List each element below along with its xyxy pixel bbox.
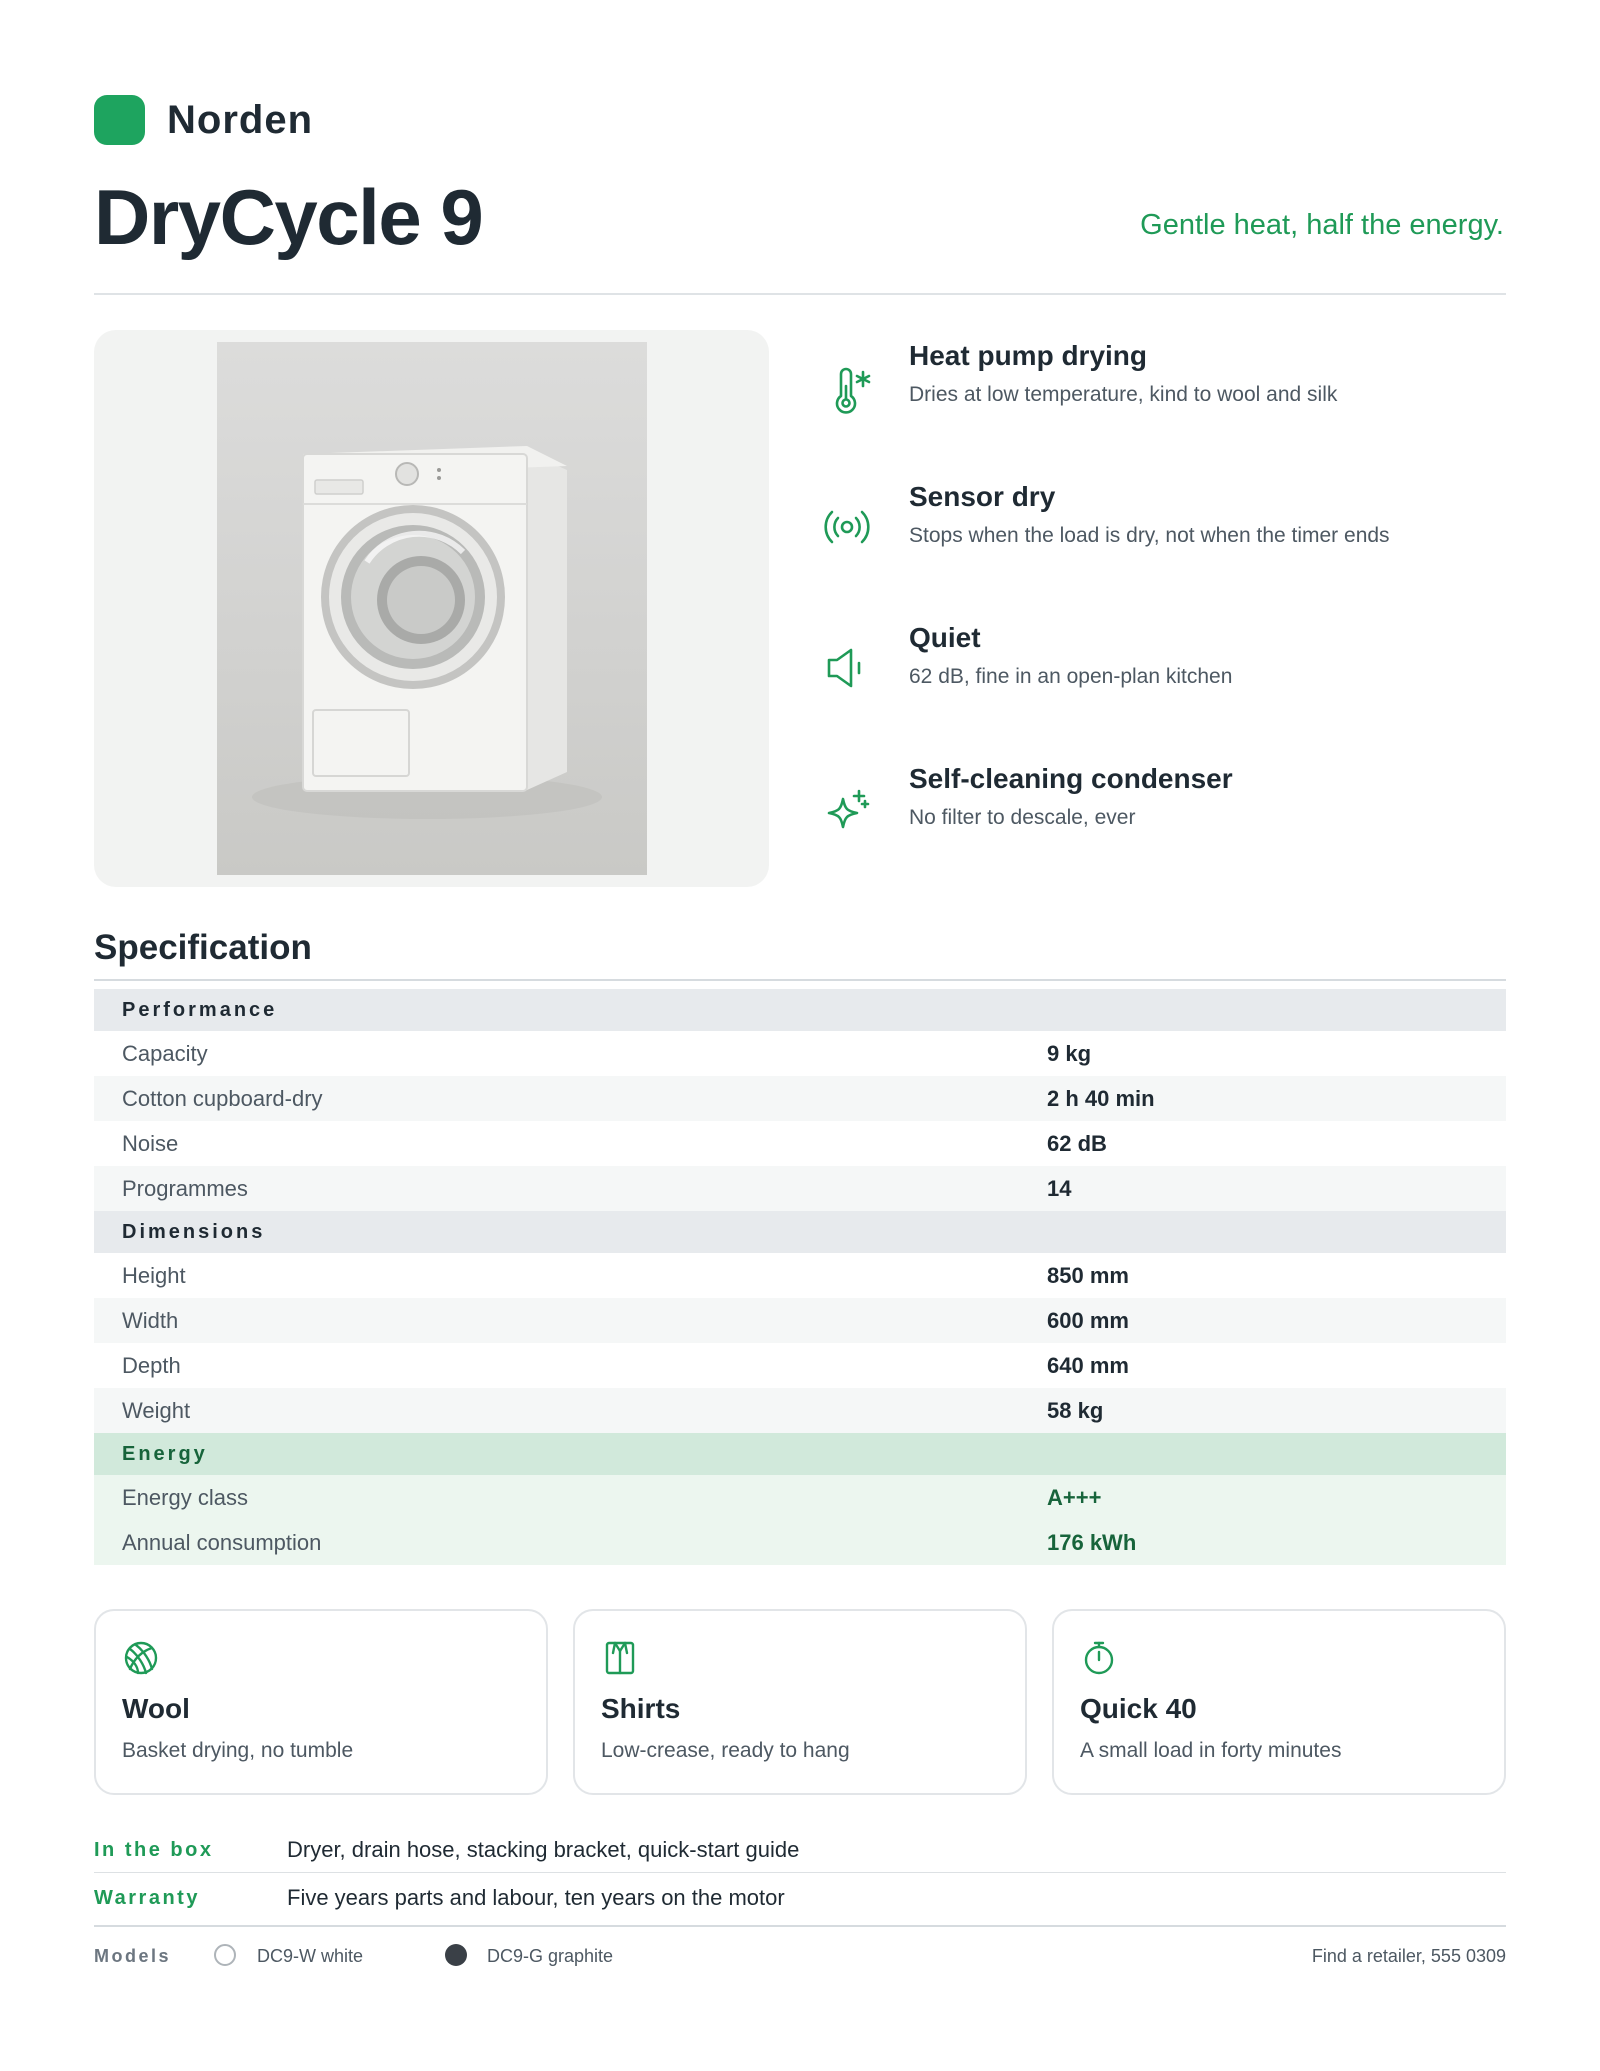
card-title: Wool (122, 1693, 190, 1724)
in-the-box-row (94, 1827, 1506, 1875)
footer-divider (94, 1925, 1506, 1927)
spec-key: Annual consumption (122, 1529, 322, 1555)
product-tagline: Gentle heat, half the energy. (1140, 209, 1504, 241)
info-value: Five years parts and labour, ten years on the motor (287, 1885, 785, 1910)
card-description: A small load in forty minutes (1080, 1739, 1342, 1762)
spec-table (94, 989, 1506, 1565)
spec-row (94, 1298, 1506, 1343)
program-card-wool (94, 1609, 548, 1795)
header-divider (94, 293, 1506, 295)
spec-value: 640 mm (1047, 1352, 1129, 1378)
group-label: Dimensions (122, 1220, 266, 1243)
energy-class-value: A+++ (1047, 1484, 1102, 1510)
spec-key: Weight (122, 1397, 191, 1423)
swatch-white[interactable] (214, 1944, 236, 1966)
feature-quiet (819, 612, 1506, 712)
card-title: Shirts (601, 1693, 681, 1724)
spec-row (94, 1343, 1506, 1388)
feature-description: 62 dB, fine in an open-plan kitchen (909, 665, 1233, 688)
feature-title: Quiet (909, 622, 981, 653)
spec-value: 600 mm (1047, 1307, 1129, 1333)
spec-key: Noise (122, 1130, 179, 1156)
thermometer-snowflake-icon (823, 366, 877, 420)
spec-key: Cotton cupboard-dry (122, 1085, 323, 1111)
spec-key: Height (122, 1262, 186, 1288)
spec-row (94, 1388, 1506, 1433)
card-title: Quick 40 (1080, 1693, 1197, 1724)
product-sheet (94, 0, 1506, 2071)
spec-key: Capacity (122, 1040, 208, 1066)
warranty-row (94, 1875, 1506, 1923)
spec-value: 58 kg (1047, 1397, 1104, 1423)
spec-key: Depth (122, 1352, 181, 1378)
model-white-label: DC9-W white (257, 1946, 364, 1966)
spec-row (94, 1166, 1506, 1211)
product-title: DryCycle 9 (94, 173, 483, 261)
feature-sensor-dry (819, 471, 1506, 571)
spec-row (94, 1253, 1506, 1298)
spec-key: Energy class (122, 1484, 248, 1510)
brand (94, 94, 313, 146)
feature-title: Heat pump drying (909, 340, 1148, 371)
spec-group-header (94, 989, 1506, 1031)
group-label: Performance (122, 998, 278, 1021)
spec-value: 176 kWh (1047, 1529, 1137, 1555)
spec-heading: Specification (94, 928, 312, 967)
spec-row (94, 1076, 1506, 1121)
spec-value: 2 h 40 min (1047, 1085, 1155, 1111)
spec-key: Programmes (122, 1175, 248, 1201)
model-graphite-label: DC9-G graphite (487, 1946, 614, 1966)
feature-title: Self-cleaning condenser (909, 763, 1233, 794)
spec-row (94, 1121, 1506, 1166)
spec-group-header (94, 1433, 1506, 1475)
hero-panel (94, 330, 769, 887)
brand-logo (94, 95, 145, 145)
spec-key: Width (122, 1307, 179, 1333)
swatch-graphite[interactable] (445, 1944, 467, 1966)
spec-row (94, 1475, 1506, 1520)
spec-row (94, 1520, 1506, 1565)
spec-divider (94, 979, 1506, 981)
retailer-info: Find a retailer, 555 0309 (1311, 1946, 1506, 1966)
info-label: In the box (94, 1839, 214, 1861)
spec-row (94, 1031, 1506, 1076)
spec-group-header (94, 1211, 1506, 1253)
tumble-dryer-photo (217, 342, 647, 875)
stopwatch-icon (1080, 1639, 1118, 1677)
sparkles-icon (823, 789, 877, 843)
feature-description: No filter to descale, ever (909, 806, 1136, 829)
feature-description: Dries at low temperature, kind to wool and silk (909, 383, 1338, 406)
info-divider (94, 1872, 1506, 1873)
sensor-icon (823, 507, 877, 561)
yarn-ball-icon (122, 1639, 160, 1677)
info-label: Warranty (94, 1887, 200, 1909)
program-card-quick-40 (1052, 1609, 1506, 1795)
models-label: Models (94, 1946, 172, 1966)
brand-name: Norden (167, 97, 313, 142)
card-description: Basket drying, no tumble (122, 1739, 354, 1762)
feature-title: Sensor dry (909, 481, 1056, 512)
card-description: Low-crease, ready to hang (601, 1739, 850, 1762)
shirt-icon (601, 1639, 639, 1677)
feature-self-cleaning (819, 753, 1506, 853)
footer (94, 1942, 1506, 1972)
spec-value: 9 kg (1047, 1040, 1092, 1066)
speaker-icon (823, 648, 877, 702)
feature-description: Stops when the load is dry, not when the timer ends (909, 524, 1390, 547)
spec-value: 850 mm (1047, 1262, 1129, 1288)
program-card-shirts (573, 1609, 1027, 1795)
feature-heat-pump (819, 330, 1506, 430)
info-value: Dryer, drain hose, stacking bracket, quick-start guide (287, 1837, 800, 1862)
spec-value: 14 (1047, 1175, 1072, 1201)
group-label: Energy (122, 1442, 208, 1465)
spec-value: 62 dB (1047, 1130, 1107, 1156)
